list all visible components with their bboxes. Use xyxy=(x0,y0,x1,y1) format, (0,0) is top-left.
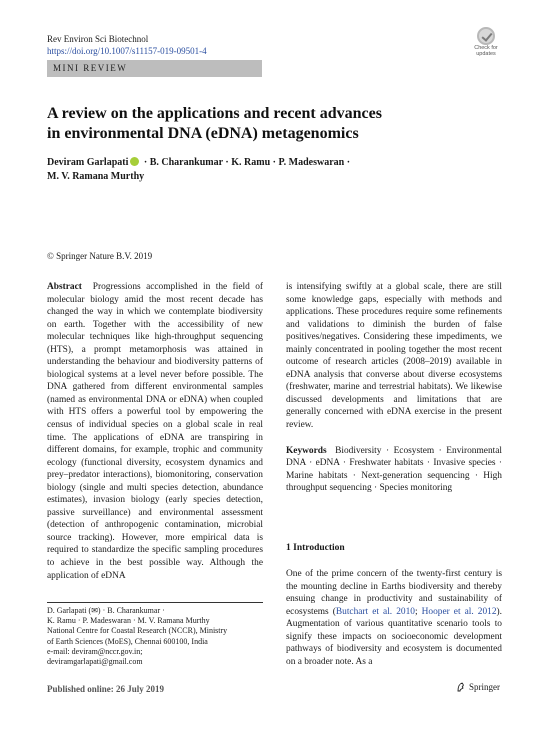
section-label-bar xyxy=(47,60,262,77)
title-line-2: in environmental DNA (eDNA) metagenomics xyxy=(47,125,359,142)
citation-link[interactable]: Hooper et al. 2012 xyxy=(421,606,497,617)
abstract-text: Progressions accomplished in the field of molecular biology amid the most recent decade has changed the way in which we contemplate biodiversity on earth. Together with the accessibility of new molecular techniques like high-throughput sequencing (HTS), a prompt metamorphosis was attained in understanding the behaviour and biodiversity patterns of biological systems at a level never before possible. The DNA gathered from different environmental samples (named as environmental DNA or eDNA) when coupled with HTS offers a powerful tool by empowering the census of individual species on a global scale in real time. The applications of eDNA are transpiring in different domains, for example, trophic and community ecology (functional diversity, ecosystem dynamics and prey–predator interactions), biomonitoring, conservation biology (single and multi species detection, abundance estimates), invasion biology (early species detection, passive surveillance) and environmental assessment (detection of anthropogenic contamination, microbial source tracking). However, more empirical data is required to standardize the specific sampling procedures to achieve in the best possible way. Although the application of eDNA xyxy=(47,282,264,581)
keywords-label: Keywords xyxy=(286,445,327,456)
springer-horse-icon xyxy=(456,682,466,692)
citation-link[interactable]: Butchart et al. 2010 xyxy=(335,606,415,617)
section-heading-introduction: 1 Introduction xyxy=(286,543,345,553)
author-name[interactable]: Deviram Garlapati xyxy=(47,157,129,168)
badge-label: Check for updates xyxy=(474,45,498,57)
footnote-line[interactable]: deviramgarlapati@gmail.com xyxy=(47,657,143,667)
authors-line-1: Deviram Garlapati · B. Charankumar · K. Ramu · P. Madeswaran · xyxy=(47,157,351,168)
keywords-text: Biodiversity · Ecosystem · Environmental DNA · eDNA · Freshwater habitats · Invasive species · Marine habitats · Next-generation sequencing · High throughput sequencing · Species monitoring xyxy=(286,445,503,494)
intro-text-part: ). Augmentation of various quantitative scenario tools to signify these impacts on socioeconomic development pathways of biodiversity and ecosystem is documented on a broader note. As a xyxy=(286,606,502,667)
author-affiliation-footnote xyxy=(47,606,263,667)
article-title xyxy=(47,104,487,144)
author-name[interactable]: B. Charankumar xyxy=(149,157,223,168)
doi-link[interactable]: https://doi.org/10.1007/s11157-019-09501-4 xyxy=(47,46,207,56)
keywords-block xyxy=(286,445,502,495)
orcid-icon[interactable] xyxy=(130,157,139,166)
check-icon xyxy=(477,27,495,45)
abstract-label: Abstract xyxy=(47,282,82,292)
intro-text-part: One of the prime concern of the twenty-first century is the mounting decline in Earths biodiversity and thereby ensuing change in productivity and sustainability of ecosystems ( xyxy=(286,569,502,617)
check-for-updates-badge[interactable] xyxy=(471,27,501,57)
introduction-text xyxy=(286,568,502,668)
abstract-continuation: is intensifying swiftly at a global scale, there are still some knowledge gaps, especially with methods and applications. These procedures require some refinements and validations to diminish the burden of false positives/negatives. Considering these impediments, we mainly concentrated in pooling together the most recent outcome of research articles (2008–2019) available in eDNA analysis that converse about diverse ecosystems (freshwater, marine and terrestrial habitats). We likewise discussed developments and limitations that are generally concerned with eDNA exercise in the present review. xyxy=(286,282,502,431)
publisher-logo xyxy=(456,682,500,692)
footnote-line: D. Garlapati (✉) · B. Charankumar · xyxy=(47,606,165,615)
section-label: MINI REVIEW xyxy=(53,63,128,73)
published-date: Published online: 26 July 2019 xyxy=(47,684,165,694)
footnote-line[interactable]: e-mail: deviram@nccr.gov.in; xyxy=(47,646,143,656)
journal-name: Rev Environ Sci Biotechnol xyxy=(47,34,149,44)
intro-text-part: ; xyxy=(414,606,422,617)
publisher-name: Springer xyxy=(469,682,500,692)
title-line-1: A review on the applications and recent advances xyxy=(47,105,382,122)
footnote-line: National Centre for Coastal Research (NCCR), Ministry xyxy=(47,626,228,636)
author-name[interactable]: P. Madeswaran xyxy=(278,157,345,168)
author-name[interactable]: M. V. Ramana Murthy xyxy=(47,171,145,182)
abstract-left-column xyxy=(47,281,263,582)
abstract-right-column xyxy=(286,281,502,495)
footnote-divider xyxy=(47,602,263,603)
author-name[interactable]: K. Ramu xyxy=(231,157,271,168)
copyright-notice: © Springer Nature B.V. 2019 xyxy=(47,251,153,261)
footnote-line: K. Ramu · P. Madeswaran · M. V. Ramana Murthy xyxy=(47,616,210,626)
author-list xyxy=(47,156,467,184)
footnote-line: of Earth Sciences (MoES), Chennai 600100, India xyxy=(47,636,208,646)
